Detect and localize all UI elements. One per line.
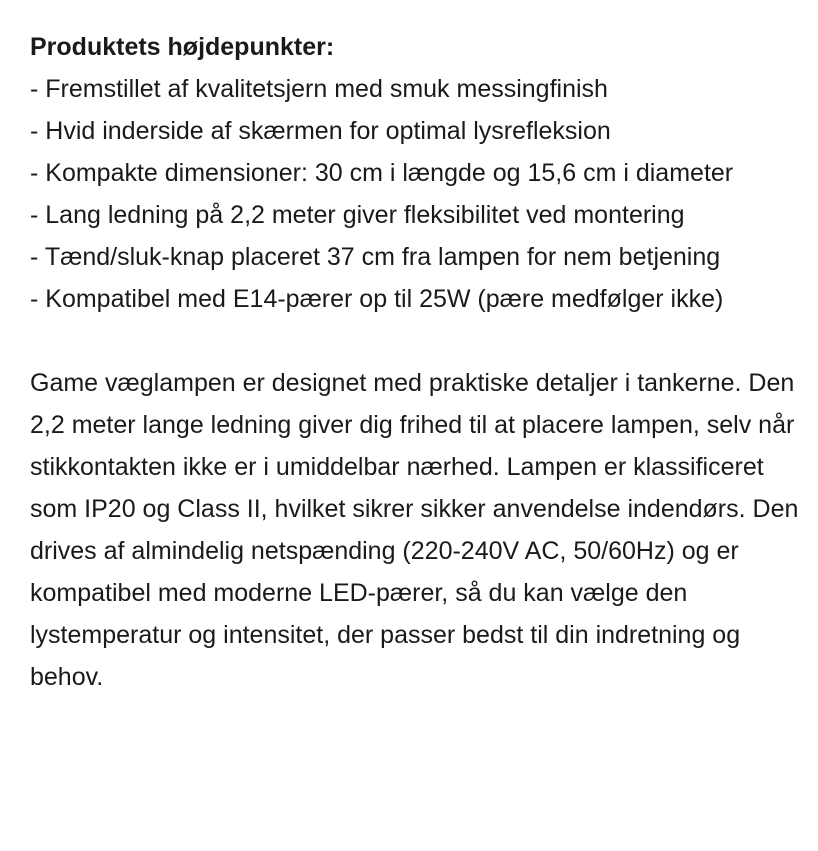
highlights-heading: Produktets højdepunkter:	[30, 33, 335, 61]
highlight-item: - Tænd/sluk-knap placeret 37 cm fra lampen for nem betjening	[30, 243, 721, 271]
highlight-item: - Fremstillet af kvalitetsjern med smuk messingfinish	[30, 75, 608, 103]
description-paragraph: Game væglampen er designet med praktiske detaljer i tankerne. Den 2,2 meter lange ledning giver dig frihed til at placere lampen, selv når stikkontakten ikke er i umiddelbar nærhed. Lampen er klassificeret som IP20 og Class II, hvilket sikrer sikker anvendelse indendørs. Den drives af almindelig netspænding (220-240V AC, 50/60Hz) og er kompatibel med moderne LED-pærer, så du kan vælge den lystemperatur og intensitet, der passer bedst til din indretning og behov.	[30, 369, 799, 691]
paragraph-spacer	[30, 320, 808, 362]
highlight-item: - Hvid inderside af skærmen for optimal lysrefleksion	[30, 117, 611, 145]
highlight-item: - Kompakte dimensioner: 30 cm i længde og 15,6 cm i diameter	[30, 159, 734, 187]
highlight-item: - Lang ledning på 2,2 meter giver fleksibilitet ved montering	[30, 201, 685, 229]
highlight-item: - Kompatibel med E14-pærer op til 25W (pære medfølger ikke)	[30, 285, 724, 313]
product-description	[30, 26, 808, 698]
